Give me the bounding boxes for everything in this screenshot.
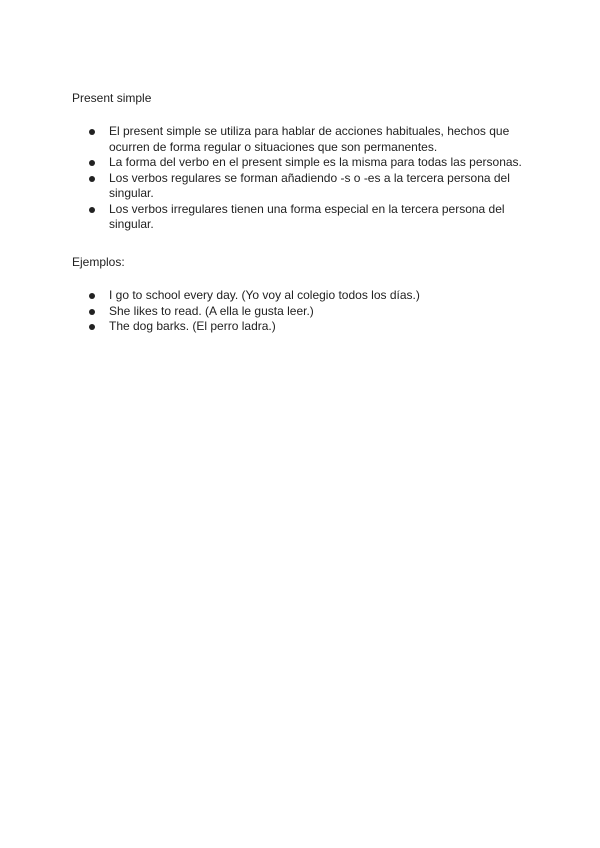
- list-item-text: Los verbos irregulares tienen una forma especial en la tercera persona del singular.: [109, 201, 505, 231]
- list-item-text: She likes to read. (A ella le gusta leer.): [109, 303, 314, 318]
- list-item: [72, 304, 542, 320]
- examples-heading: Ejemplos:: [72, 255, 125, 269]
- bullet-icon: [89, 293, 95, 299]
- examples-list: [72, 288, 542, 335]
- list-item: [72, 171, 542, 202]
- bullet-icon: [89, 309, 95, 315]
- list-item-text: Los verbos regulares se forman añadiendo -s o -es a la tercera persona del singular.: [109, 170, 510, 200]
- list-item-text: I go to school every day. (Yo voy al colegio todos los días.): [109, 288, 420, 302]
- list-item: [72, 202, 542, 233]
- list-item-text: The dog barks. (El perro ladra.): [109, 319, 276, 333]
- bullet-icon: [89, 176, 95, 182]
- rules-list: [72, 124, 542, 233]
- list-item: [72, 288, 542, 304]
- list-item: [72, 155, 542, 171]
- list-item: [72, 319, 542, 335]
- list-item-text: La forma del verbo en el present simple es la misma para todas las personas.: [109, 155, 522, 169]
- document-title: Present simple: [72, 91, 152, 105]
- bullet-icon: [89, 324, 95, 330]
- bullet-icon: [89, 129, 95, 135]
- bullet-icon: [89, 160, 95, 166]
- list-item-text: El present simple se utiliza para hablar de acciones habituales, hechos que ocurren de forma regular o situaciones que son permanentes.: [109, 124, 510, 154]
- list-item: [72, 124, 542, 155]
- bullet-icon: [89, 207, 95, 213]
